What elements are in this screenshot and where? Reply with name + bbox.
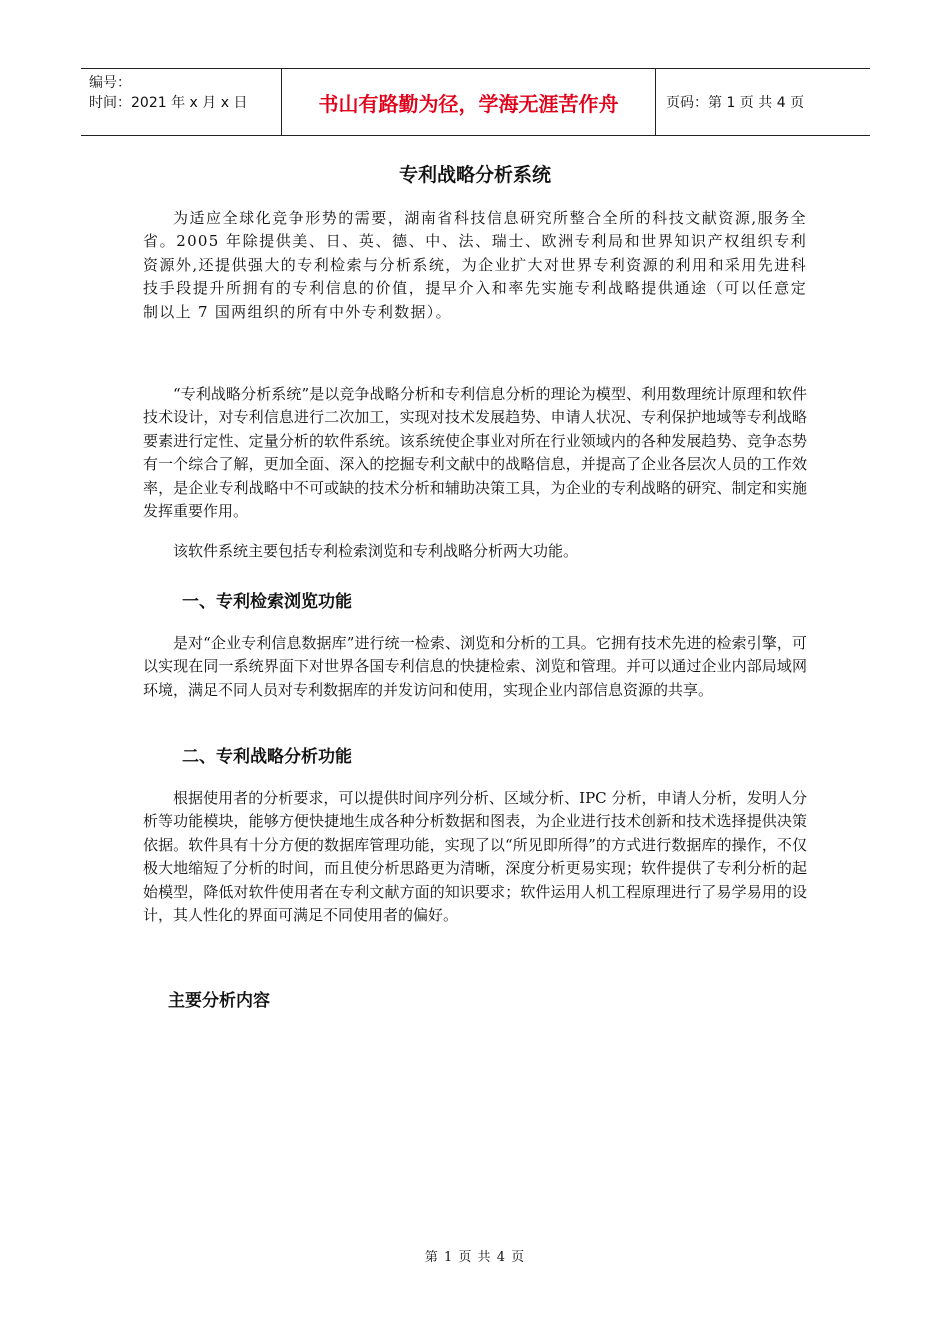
heading-strategy-analysis: 二、专利战略分析功能 [182, 747, 352, 767]
page-footer: 第 1 页 共 4 页 [424, 1250, 526, 1265]
document-title: 专利战略分析系统 [398, 164, 551, 186]
header-page-info: 页码：第 1 页 共 4 页 [666, 95, 805, 111]
paragraph-strategy-analysis: 根据使用者的分析要求，可以提供时间序列分析、区域分析、IPC 分析，申请人分析，发明人分析等功能模块，能够方便快捷地生成各种分析数据和图表，为企业进行技术创新和技术选择提供决策依据。软件具有十分方便的数据库管理功能，实现了以“所见即所得”的方式进行数据库的操作，不仅极大地缩短了分析的时间，而且使分析思路更为清晰，深度分析更易实现；软件提供了专利分析的起始模型，降低对软件使用者在专利文献方面的知识要求；软件运用人机工程原理进行了易学易用的设计，其人性化的界面可满足不同使用者的偏好。 [143, 789, 807, 925]
serial-label: 编号： [89, 75, 131, 91]
heading-main-analysis: 主要分析内容 [168, 991, 270, 1011]
header-meta-cell [81, 69, 282, 135]
header-table [81, 68, 870, 136]
paragraph-intro: 为适应全球化竞争形势的需要，湖南省科技信息研究所整合全所的科技文献资源,服务全省。2005 年除提供美、日、英、德、中、法、瑞士、欧洲专利局和世界知识产权组织专利资源外,还提供强大的专利检索与分析系统，为企业扩大对世界专利资源的利用和采用先进科技手段提升所拥有的专利信息的价值，提早介入和率先实施专利战略提供通途（可以任意定制以上 7 国两组织的所有中外专利数据）。 [143, 209, 807, 321]
heading-search-browse: 一、专利检索浏览功能 [182, 592, 352, 612]
paragraph-search-browse: 是对“企业专利信息数据库”进行统一检索、浏览和分析的工具。它拥有技术先进的检索引擎，可以实现在同一系统界面下对世界各国专利信息的快捷检索、浏览和管理。并可以通过企业内部局域网环境，满足不同人员对专利数据库的并发访问和使用，实现企业内部信息资源的共享。 [143, 634, 807, 699]
date-label: 时间：2021 年 x 月 x 日 [89, 95, 248, 111]
paragraph-system-description: “专利战略分析系统”是以竞争战略分析和专利信息分析的理论为模型、利用数理统计原理和软件技术设计，对专利信息进行二次加工，实现对技术发展趋势、申请人状况、专利保护地域等专利战略要素进行定性、定量分析的软件系统。该系统使企事业对所在行业领域内的各种发展趋势、竞争态势有一个综合了解，更加全面、深入的挖掘专利文献中的战略信息，并提高了企业各层次人员的工作效率，是企业专利战略中不可或缺的技术分析和辅助决策工具，为企业的专利战略的研究、制定和实施发挥重要作用。 [143, 385, 807, 521]
header-motto: 书山有路勤为径，学海无涯苦作舟 [282, 69, 656, 135]
paragraph-functions-summary: 该软件系统主要包括专利检索浏览和专利战略分析两大功能。 [173, 542, 579, 560]
